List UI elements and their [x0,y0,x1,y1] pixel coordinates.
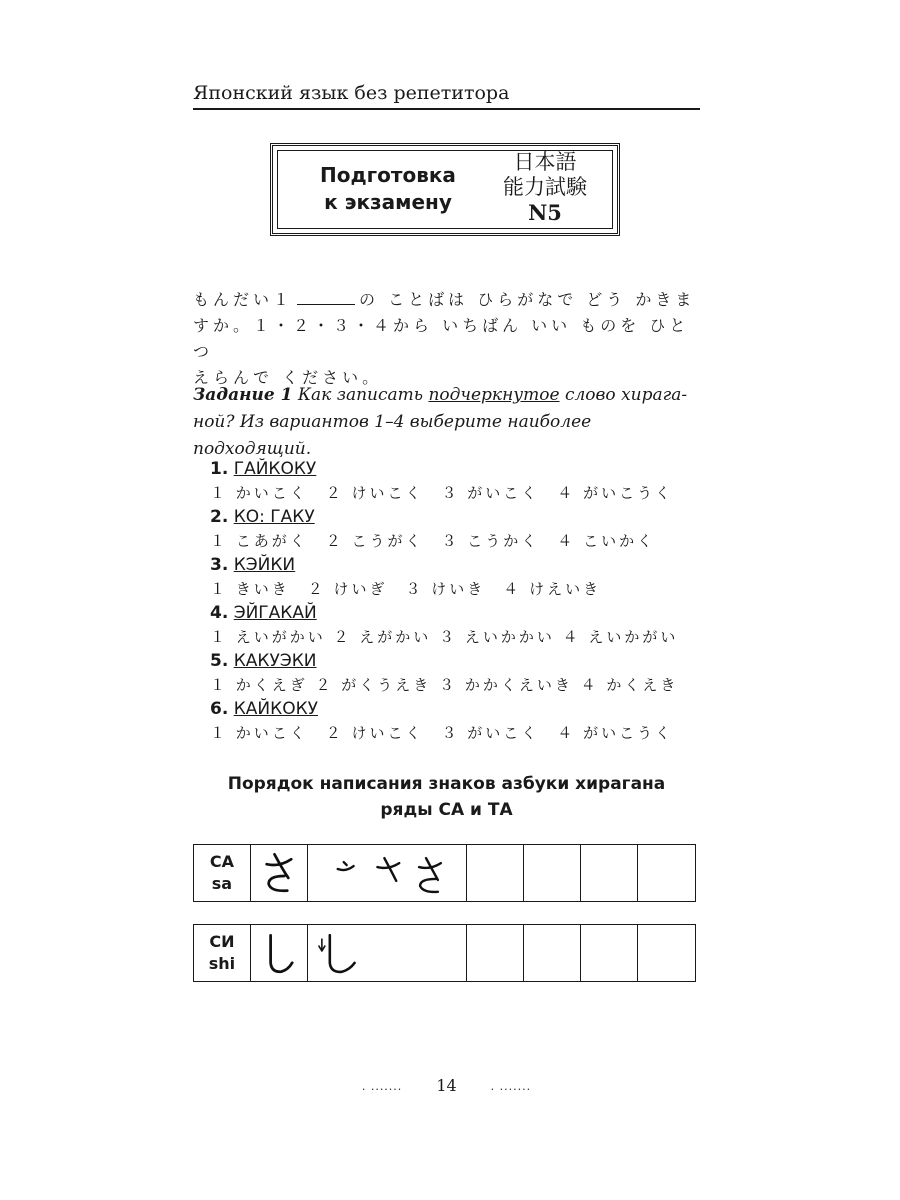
item-options: １ かくえぎ ２ がくうえき ３ かかくえいき ４ かくえき [210,676,679,694]
banner-jlpt-line1: 日本語 [513,150,577,174]
blank-line [297,290,355,305]
stroke-label-cell [194,845,251,901]
practice-cell [581,925,638,981]
instruction-part1: もんだい１ [193,290,294,309]
item-romaji: ГАЙКОКУ [233,459,317,479]
stroke-order-title [193,771,700,823]
footer-dots-right: . ....... [490,1079,532,1093]
sa-stroke-sequence [308,845,467,901]
stroke-title-line2: ряды СА и ТА [380,800,513,820]
item-romaji: ЭЙГАКАЙ [233,603,317,623]
item-word [210,601,705,625]
item-romaji: КЭЙКИ [233,555,296,575]
stroke-table-shi [193,924,696,982]
item-word [210,457,705,481]
practice-cell [581,845,638,901]
shi-stroke-sequence [308,925,467,981]
practice-cell [524,925,581,981]
instruction-line3: えらんで ください。 [193,368,383,387]
instruction-line1 [193,287,703,313]
character-cell [251,845,308,901]
item-word [210,505,705,529]
item-romaji: КАКУЭКИ [233,651,317,671]
item-number: 5. [210,651,229,671]
label-ru: СА [209,852,234,871]
item-romaji: КО: ГАКУ [233,507,315,527]
task-line2: ной? Из вариантов 1–4 выберите наиболее подходящий. [193,412,592,459]
banner-title [303,162,473,216]
item-options: １ きいき ２ けいぎ ３ けいき ４ けえいき [210,580,602,598]
task-description [193,382,703,463]
practice-cell [467,925,524,981]
running-head: Японский язык без репетитора [193,82,510,104]
item-number: 6. [210,699,229,719]
label-lat: shi [208,954,236,973]
item-number: 3. [210,555,229,575]
stroke-sequence-cell [308,925,468,981]
item-number: 2. [210,507,229,527]
item-romaji: КАЙКОКУ [233,699,318,719]
item-word [210,649,705,673]
practice-cell [467,845,524,901]
practice-cell [638,925,695,981]
stroke-label-cell [194,925,251,981]
banner-jlpt [495,150,595,225]
item-number: 4. [210,603,229,623]
stroke-sequence-cell [308,845,468,901]
banner-title-line2: к экзамену [324,190,452,214]
item-options: １ こあがく ２ こうがく ３ こうかく ４ こいかく [210,532,656,550]
banner-jlpt-line2: 能力試験 [503,175,587,199]
footer-dots-left: . ....... [361,1079,403,1093]
label-lat: sa [211,874,233,893]
task-line1 [193,382,703,409]
item-options: １ かいこく ２ けいこく ３ がいこく ４ がいこうく [210,724,674,742]
banner-title-line1: Подготовка [320,163,456,187]
task-underlined: подчеркнутое [428,385,560,405]
practice-cell [524,845,581,901]
label-ru: СИ [209,932,235,951]
item-options: １ えいがかい ２ えがかい ３ えいかかい ４ えいかがい [210,628,679,646]
practice-cell [638,845,695,901]
sa-character-glyph [251,845,307,901]
stroke-table-sa [193,844,696,902]
page-number: 14 [436,1076,457,1095]
stroke-title-line1: Порядок написания знаков азбуки хирагана [227,774,666,794]
instruction-part2: の ことばは ひらがなで どう かきま [359,290,696,309]
item-word [210,697,705,721]
banner-level: N5 [528,200,562,225]
task-label: Задание 1 [193,385,293,405]
item-options: １ かいこく ２ けいこく ３ がいこく ４ がいこうく [210,484,674,502]
character-cell [251,925,308,981]
japanese-instruction [193,287,703,391]
task-text-before: Как записать [292,385,429,405]
exercise-items [210,457,705,745]
header-rule [193,108,700,110]
item-word [210,553,705,577]
task-text-after: слово хирага- [559,385,688,405]
item-number: 1. [210,459,229,479]
instruction-line2: すか。１・２・３・４から いちばん いい ものを ひとつ [193,316,690,361]
page-footer [193,1074,700,1099]
exam-banner [270,143,620,236]
shi-character-glyph [251,925,307,981]
